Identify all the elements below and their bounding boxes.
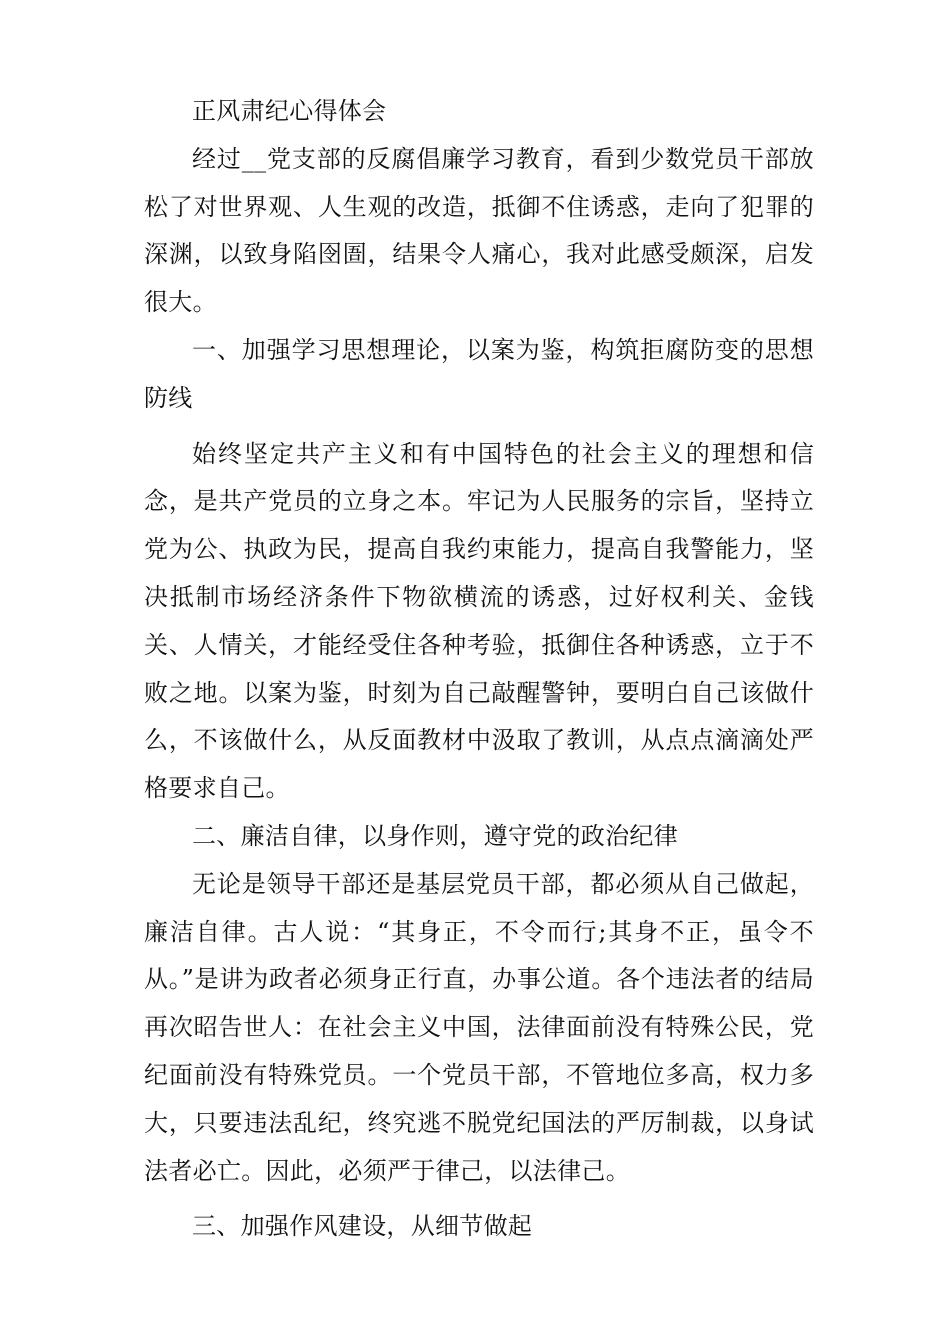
section-heading-3: 三、加强作风建设，从细节做起	[192, 1212, 533, 1241]
paragraph-section-1: 始终坚定共产主义和有中国特色的社会主义的理想和信念，是共产党员的立身之本。牢记为人民服务的宗旨，坚持立党为公、执政为民，提高自我约束能力，提高自我警能力，坚决抵制市场经济条件下物欲横流的诱惑，过好权利关、金钱关、人情关，才能经受住各种考验，抵御住各种诱惑，立于不败之地。以案为鉴，时刻为自己敲醒警钟，要明白自己该做什么，不该做什么，从反面教材中汲取了教训，从点点滴滴处严格要求自己。	[144, 439, 814, 803]
section-heading-1: 一、加强学习思想理论，以案为鉴，构筑拒腐防变的思想防线	[144, 335, 814, 412]
section-heading-2: 二、廉洁自律，以身作则，遵守党的政治纪律	[192, 821, 678, 850]
document-body	[144, 88, 814, 1251]
paragraph-intro: 经过__党支部的反腐倡廉学习教育，看到少数党员干部放松了对世界观、人生观的改造，抵御不住诱惑，走向了犯罪的深渊，以致身陷囹圄，结果令人痛心，我对此感受颇深，启发很大。	[144, 144, 814, 317]
paragraph-section-2: 无论是领导干部还是基层党员干部，都必须从自己做起，廉洁自律。古人说：“其身正，不令而行;其身不正，虽令不从。”是讲为政者必须身正行直，办事公道。各个违法者的结局再次昭告世人：在社会主义中国，法律面前没有特殊公民，党纪面前没有特殊党员。一个党员干部，不管地位多高，权力多大，只要违法乱纪，终究逃不脱党纪国法的严厉制裁，以身试法者必亡。因此，必须严于律己，以法律己。	[144, 869, 814, 1185]
document-title: 正风肃纪心得体会	[192, 97, 387, 125]
